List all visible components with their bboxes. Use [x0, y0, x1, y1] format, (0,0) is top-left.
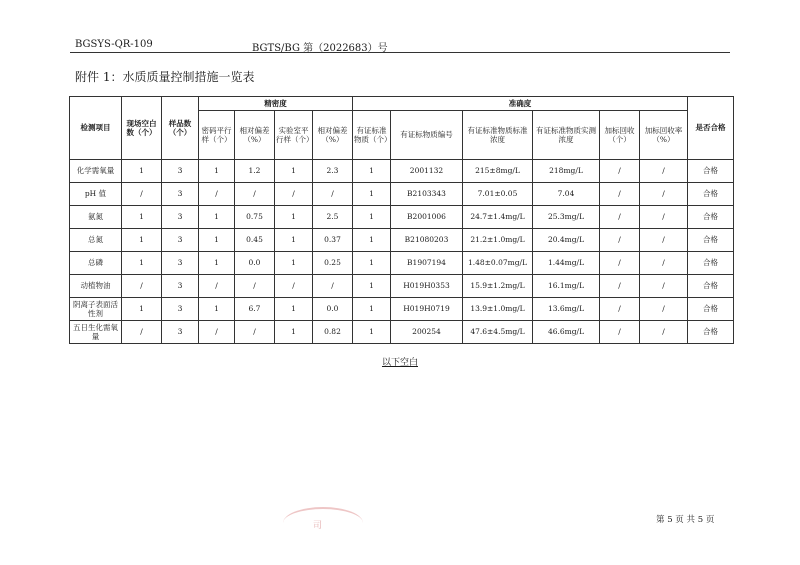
cell-crm-id: 2001132 [391, 160, 463, 183]
page-number: 第 5 页 共 5 页 [656, 515, 715, 525]
stamp-text: 司 [313, 521, 323, 531]
cell-crm-id: B1907194 [391, 252, 463, 275]
cell-sample-count: 3 [162, 229, 199, 252]
header-spike: 加标回收（个） [600, 111, 640, 160]
header-lab-rel-dev: 相对偏差（%） [313, 111, 353, 160]
header-sample-count: 样品数（个） [162, 97, 199, 160]
cell-blind-dup: / [199, 275, 235, 298]
cell-blind-rel-dev: 1.2 [235, 160, 275, 183]
cell-crm-id: B21080203 [391, 229, 463, 252]
cell-field-blank: / [122, 183, 162, 206]
cell-pass: 合格 [688, 298, 734, 321]
cell-crm-measured: 16.1mg/L [533, 275, 600, 298]
table-row [70, 252, 734, 275]
form-code: BGSYS-QR-109 [75, 39, 153, 50]
cell-item: 化学需氧量 [70, 160, 122, 183]
cell-sample-count: 3 [162, 206, 199, 229]
cell-crm-count: 1 [353, 229, 391, 252]
cell-lab-rel-dev: 2.5 [313, 206, 353, 229]
cell-pass: 合格 [688, 160, 734, 183]
cell-crm-measured: 46.6mg/L [533, 321, 600, 344]
table-row [70, 160, 734, 183]
cell-lab-rel-dev: 0.37 [313, 229, 353, 252]
end-note-text: 以下空白 [381, 358, 418, 368]
cell-field-blank: / [122, 321, 162, 344]
cell-lab-dup: 1 [275, 321, 313, 344]
header-crm-id: 有证标物质编号 [391, 111, 463, 160]
cell-lab-rel-dev: 0.25 [313, 252, 353, 275]
cell-lab-rel-dev: / [313, 275, 353, 298]
table-row [70, 275, 734, 298]
cell-crm-count: 1 [353, 160, 391, 183]
cell-blind-rel-dev: 6.7 [235, 298, 275, 321]
cell-field-blank: 1 [122, 252, 162, 275]
cell-blind-rel-dev: / [235, 321, 275, 344]
cell-recovery: / [640, 183, 688, 206]
cell-item: 阴离子表面活性剂 [70, 298, 122, 321]
cell-crm-standard: 215±8mg/L [463, 160, 533, 183]
cell-lab-dup: / [275, 183, 313, 206]
table-row [70, 321, 734, 344]
cell-sample-count: 3 [162, 252, 199, 275]
header-field-blank: 现场空白数（个） [122, 97, 162, 160]
header-pass: 是否合格 [688, 97, 734, 160]
cell-pass: 合格 [688, 321, 734, 344]
page-title: 附件 1：水质质量控制措施一览表 [75, 70, 255, 84]
cell-blind-rel-dev: 0.0 [235, 252, 275, 275]
cell-crm-count: 1 [353, 321, 391, 344]
cell-blind-dup: / [199, 183, 235, 206]
cell-crm-measured: 7.04 [533, 183, 600, 206]
cell-lab-rel-dev: 0.0 [313, 298, 353, 321]
cell-recovery: / [640, 160, 688, 183]
header-item: 检测项目 [70, 97, 122, 160]
cell-crm-standard: 15.9±1.2mg/L [463, 275, 533, 298]
cell-recovery: / [640, 252, 688, 275]
cell-spike: / [600, 206, 640, 229]
cell-sample-count: 3 [162, 321, 199, 344]
cell-crm-standard: 13.9±1.0mg/L [463, 298, 533, 321]
cell-field-blank: 1 [122, 229, 162, 252]
cell-recovery: / [640, 298, 688, 321]
cell-item: pH 值 [70, 183, 122, 206]
cell-lab-dup: 1 [275, 206, 313, 229]
cell-crm-id: H019H0719 [391, 298, 463, 321]
cell-spike: / [600, 298, 640, 321]
cell-crm-id: B2001006 [391, 206, 463, 229]
header-recovery: 加标回收率（%） [640, 111, 688, 160]
cell-crm-id: H019H0353 [391, 275, 463, 298]
table-row [70, 298, 734, 321]
cell-crm-count: 1 [353, 183, 391, 206]
cell-sample-count: 3 [162, 160, 199, 183]
header-blind-rel-dev: 相对偏差（%） [235, 111, 275, 160]
cell-lab-dup: / [275, 275, 313, 298]
cell-spike: / [600, 183, 640, 206]
cell-crm-standard: 21.2±1.0mg/L [463, 229, 533, 252]
cell-recovery: / [640, 275, 688, 298]
table-row [70, 229, 734, 252]
cell-field-blank: 1 [122, 206, 162, 229]
cell-crm-measured: 20.4mg/L [533, 229, 600, 252]
cell-blind-dup: 1 [199, 252, 235, 275]
cell-lab-dup: 1 [275, 252, 313, 275]
cell-spike: / [600, 229, 640, 252]
cell-recovery: / [640, 206, 688, 229]
cell-sample-count: 3 [162, 275, 199, 298]
header-crm-measured: 有证标准物质实测浓度 [533, 111, 600, 160]
cell-blind-rel-dev: / [235, 275, 275, 298]
header-lab-dup: 实验室平行样（个） [275, 111, 313, 160]
cell-crm-count: 1 [353, 206, 391, 229]
cell-crm-measured: 25.3mg/L [533, 206, 600, 229]
cell-field-blank: / [122, 275, 162, 298]
cell-crm-count: 1 [353, 252, 391, 275]
cell-spike: / [600, 321, 640, 344]
cell-crm-id: 200254 [391, 321, 463, 344]
header-rule [70, 52, 730, 53]
cell-lab-rel-dev: 0.82 [313, 321, 353, 344]
stamp-seal [283, 507, 363, 539]
cell-lab-rel-dev: / [313, 183, 353, 206]
cell-blind-dup: 1 [199, 160, 235, 183]
cell-field-blank: 1 [122, 160, 162, 183]
end-note [0, 355, 800, 368]
cell-blind-rel-dev: / [235, 183, 275, 206]
cell-pass: 合格 [688, 183, 734, 206]
qc-table-body [70, 160, 734, 344]
header-accuracy: 准确度 [353, 97, 688, 111]
report-number: BGTS/BG 第（2022683）号 [252, 43, 388, 54]
cell-spike: / [600, 275, 640, 298]
header-blind-dup: 密码平行样（个） [199, 111, 235, 160]
cell-blind-dup: 1 [199, 206, 235, 229]
cell-recovery: / [640, 229, 688, 252]
cell-crm-id: B2103343 [391, 183, 463, 206]
cell-crm-count: 1 [353, 275, 391, 298]
cell-lab-rel-dev: 2.3 [313, 160, 353, 183]
cell-crm-standard: 1.48±0.07mg/L [463, 252, 533, 275]
cell-sample-count: 3 [162, 298, 199, 321]
cell-crm-standard: 24.7±1.4mg/L [463, 206, 533, 229]
cell-crm-measured: 1.44mg/L [533, 252, 600, 275]
cell-lab-dup: 1 [275, 229, 313, 252]
cell-spike: / [600, 160, 640, 183]
header-crm-standard: 有证标准物质标准浓度 [463, 111, 533, 160]
cell-pass: 合格 [688, 252, 734, 275]
cell-recovery: / [640, 321, 688, 344]
cell-item: 动植物油 [70, 275, 122, 298]
cell-item: 五日生化需氧量 [70, 321, 122, 344]
table-row [70, 183, 734, 206]
cell-crm-measured: 218mg/L [533, 160, 600, 183]
cell-item: 总氮 [70, 229, 122, 252]
cell-pass: 合格 [688, 275, 734, 298]
cell-lab-dup: 1 [275, 160, 313, 183]
cell-crm-standard: 7.01±0.05 [463, 183, 533, 206]
cell-blind-dup: / [199, 321, 235, 344]
cell-field-blank: 1 [122, 298, 162, 321]
cell-blind-rel-dev: 0.75 [235, 206, 275, 229]
cell-item: 总磷 [70, 252, 122, 275]
cell-pass: 合格 [688, 229, 734, 252]
cell-crm-standard: 47.6±4.5mg/L [463, 321, 533, 344]
cell-lab-dup: 1 [275, 298, 313, 321]
cell-pass: 合格 [688, 206, 734, 229]
cell-blind-dup: 1 [199, 229, 235, 252]
cell-spike: / [600, 252, 640, 275]
cell-blind-rel-dev: 0.45 [235, 229, 275, 252]
qc-table [69, 96, 734, 344]
table-row [70, 206, 734, 229]
header-crm-count: 有证标准物质（个） [353, 111, 391, 160]
cell-crm-count: 1 [353, 298, 391, 321]
cell-item: 氨氮 [70, 206, 122, 229]
cell-blind-dup: 1 [199, 298, 235, 321]
cell-crm-measured: 13.6mg/L [533, 298, 600, 321]
header-precision: 精密度 [199, 97, 353, 111]
cell-sample-count: 3 [162, 183, 199, 206]
